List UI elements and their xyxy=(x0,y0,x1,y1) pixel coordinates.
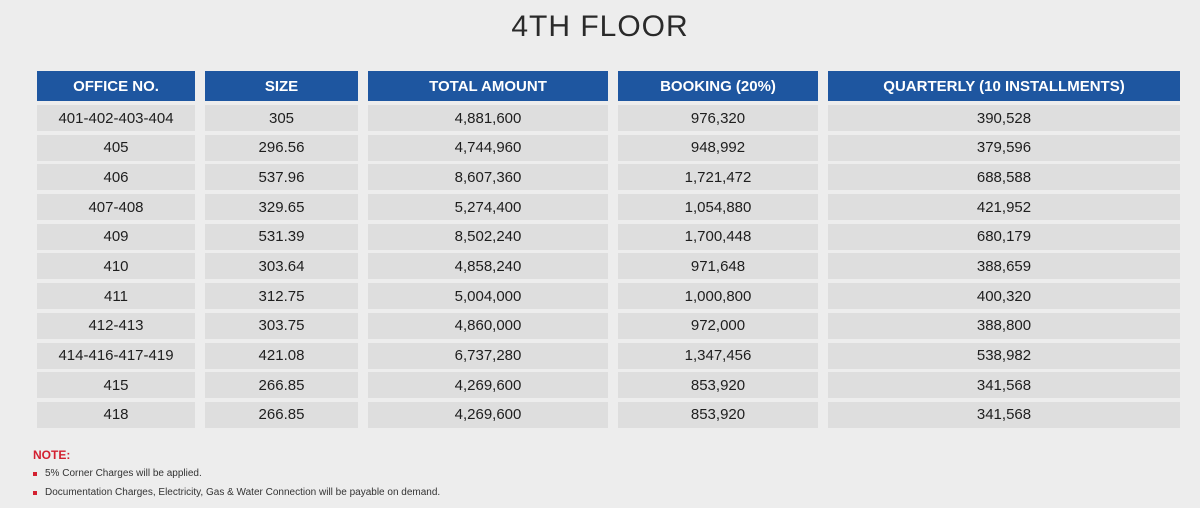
office-number-cell: 412-413 xyxy=(37,313,195,339)
table-cell: 4,881,600 xyxy=(368,105,608,131)
note-text: Documentation Charges, Electricity, Gas & Water Connection will be payable on demand. xyxy=(45,487,441,498)
note-item xyxy=(33,487,440,498)
table-cell: 5,274,400 xyxy=(368,194,608,220)
table-cell: 4,269,600 xyxy=(368,402,608,428)
table-cell: 4,744,960 xyxy=(368,135,608,161)
table-cell: 341,568 xyxy=(828,372,1180,398)
table-cell: 853,920 xyxy=(618,402,818,428)
column-header: SIZE xyxy=(205,71,358,101)
table-cell: 971,648 xyxy=(618,253,818,279)
table-cell: 296.56 xyxy=(205,135,358,161)
note-text: 5% Corner Charges will be applied. xyxy=(45,468,202,479)
office-number-cell: 409 xyxy=(37,224,195,250)
note-item xyxy=(33,468,440,479)
table-cell: 1,700,448 xyxy=(618,224,818,250)
table-cell: 388,659 xyxy=(828,253,1180,279)
office-number-cell: 418 xyxy=(37,402,195,428)
office-number-cell: 414-416-417-419 xyxy=(37,343,195,369)
table-cell: 537.96 xyxy=(205,164,358,190)
table-cell: 538,982 xyxy=(828,343,1180,369)
table-cell: 303.75 xyxy=(205,313,358,339)
notes-title: NOTE: xyxy=(33,448,71,462)
table-cell: 8,607,360 xyxy=(368,164,608,190)
bullet-icon xyxy=(33,491,37,495)
table-cell: 329.65 xyxy=(205,194,358,220)
table-cell: 531.39 xyxy=(205,224,358,250)
office-number-cell: 406 xyxy=(37,164,195,190)
table-cell: 976,320 xyxy=(618,105,818,131)
table-cell: 1,347,456 xyxy=(618,343,818,369)
table-cell: 1,721,472 xyxy=(618,164,818,190)
office-number-cell: 410 xyxy=(37,253,195,279)
table-cell: 388,800 xyxy=(828,313,1180,339)
office-number-cell: 405 xyxy=(37,135,195,161)
office-number-cell: 411 xyxy=(37,283,195,309)
table-cell: 421,952 xyxy=(828,194,1180,220)
office-number-cell: 407-408 xyxy=(37,194,195,220)
table-cell: 948,992 xyxy=(618,135,818,161)
table-cell: 400,320 xyxy=(828,283,1180,309)
office-number-cell: 401-402-403-404 xyxy=(37,105,195,131)
office-number-cell: 415 xyxy=(37,372,195,398)
table-cell: 390,528 xyxy=(828,105,1180,131)
table-cell: 853,920 xyxy=(618,372,818,398)
table-cell: 4,860,000 xyxy=(368,313,608,339)
table-cell: 379,596 xyxy=(828,135,1180,161)
table-cell: 303.64 xyxy=(205,253,358,279)
table-cell: 972,000 xyxy=(618,313,818,339)
column-header: OFFICE NO. xyxy=(37,71,195,101)
table-cell: 266.85 xyxy=(205,372,358,398)
table-cell: 4,858,240 xyxy=(368,253,608,279)
table-cell: 1,054,880 xyxy=(618,194,818,220)
table-cell: 4,269,600 xyxy=(368,372,608,398)
pricing-table xyxy=(37,71,1180,432)
page-title: 4TH FLOOR xyxy=(511,10,689,43)
table-cell: 341,568 xyxy=(828,402,1180,428)
table-cell: 8,502,240 xyxy=(368,224,608,250)
table-cell: 1,000,800 xyxy=(618,283,818,309)
column-header: BOOKING (20%) xyxy=(618,71,818,101)
bullet-icon xyxy=(33,472,37,476)
table-cell: 688,588 xyxy=(828,164,1180,190)
table-cell: 5,004,000 xyxy=(368,283,608,309)
notes-section xyxy=(33,448,440,506)
table-cell: 6,737,280 xyxy=(368,343,608,369)
table-cell: 312.75 xyxy=(205,283,358,309)
column-header: QUARTERLY (10 INSTALLMENTS) xyxy=(828,71,1180,101)
table-cell: 266.85 xyxy=(205,402,358,428)
column-header: TOTAL AMOUNT xyxy=(368,71,608,101)
table-cell: 421.08 xyxy=(205,343,358,369)
table-cell: 305 xyxy=(205,105,358,131)
table-cell: 680,179 xyxy=(828,224,1180,250)
